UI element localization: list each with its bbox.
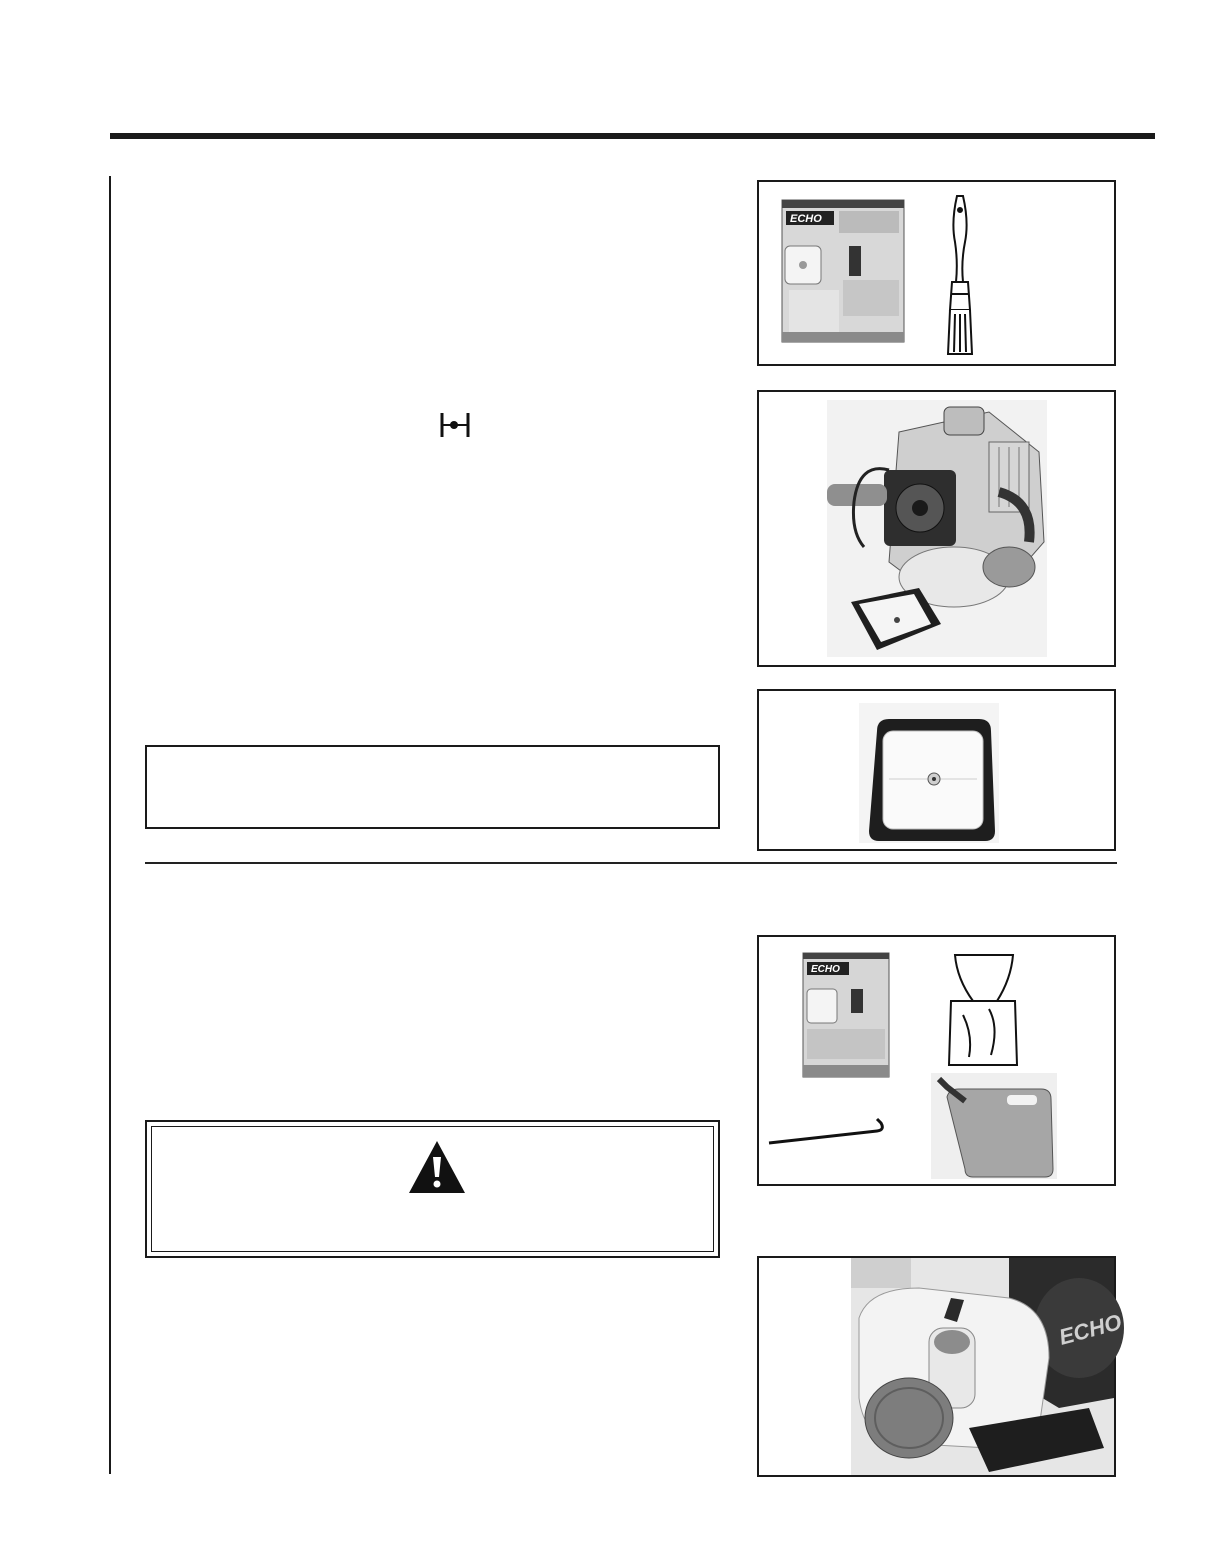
figure-air-filter-kit [757, 180, 1116, 366]
warning-box [145, 1120, 720, 1258]
header-rule [110, 133, 1155, 139]
fuel-can-icon [931, 1073, 1057, 1179]
fuel-filter-package-icon [803, 953, 889, 1077]
note-box [145, 745, 720, 829]
warning-box-inner [151, 1126, 714, 1252]
air-filter-kit-illustration [759, 182, 1114, 364]
figure-fuel-filter-kit [757, 935, 1116, 1186]
svg-text:ECHO: ECHO [1056, 1309, 1125, 1350]
wire-hook-icon [769, 1119, 882, 1143]
warning-triangle-icon [407, 1139, 467, 1195]
engine-with-filter-removed-photo [759, 392, 1114, 665]
gloves-icon [949, 955, 1017, 1065]
choke-closed-symbol-icon [439, 412, 471, 438]
margin-rule [109, 176, 111, 1474]
paint-brush-icon [948, 196, 972, 354]
section-divider [145, 862, 1117, 864]
air-filter-element-photo [759, 691, 1114, 849]
svg-text:ECHO: ECHO [790, 213, 822, 225]
fuel-filter-kit-illustration [759, 937, 1114, 1184]
figure-fuel-tank [757, 1256, 1125, 1477]
fuel-tank-photo [759, 1258, 1125, 1475]
svg-text:ECHO: ECHO [811, 964, 840, 975]
figure-engine-filter-removed [757, 390, 1116, 667]
figure-air-filter-element [757, 689, 1116, 851]
air-filter-package-icon [782, 200, 904, 342]
